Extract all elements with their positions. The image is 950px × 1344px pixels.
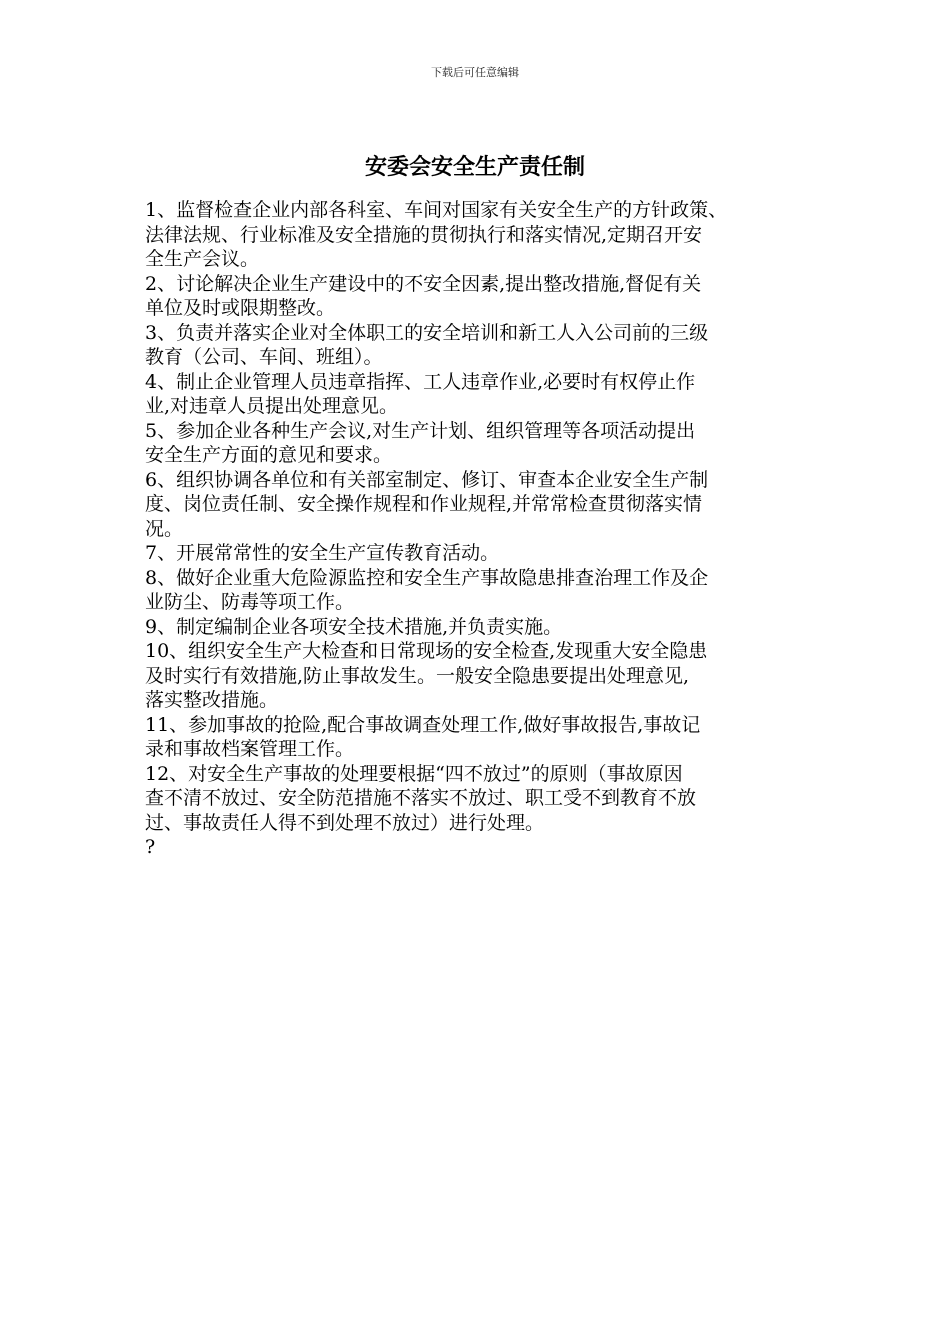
list-item: ? xyxy=(145,836,156,858)
list-item: 12、对安全生产事故的处理要根据“四不放过”的原则（事故原因 查不清不放过、安全防范措施不落实不放过、职工受不到教育不放 过、事故责任人得不到处理不放过）进行处理。 xyxy=(145,762,697,834)
list-item: 11、参加事故的抢险,配合事故调查处理工作,做好事故报告,事故记 录和事故档案管理工作。 xyxy=(145,713,701,760)
header-note: 下载后可任意编辑 xyxy=(431,66,519,79)
document-body xyxy=(145,198,817,860)
list-item: 10、组织安全生产大检查和日常现场的安全检查,发现重大安全隐患 及时实行有效措施,防止事故发生。一般安全隐患要提出处理意见, 落实整改措施。 xyxy=(145,640,708,711)
list-item: 4、制止企业管理人员违章指挥、工人违章作业,必要时有权停止作 业,对违章人员提出处理意见。 xyxy=(145,370,696,417)
list-item: 6、组织协调各单位和有关部室制定、修订、审查本企业安全生产制 度、岗位责任制、安全操作规程和作业规程,并常常检查贯彻落实情 况。 xyxy=(145,468,709,540)
document-title: 安委会安全生产责任制 xyxy=(364,155,585,180)
list-item: 5、参加企业各种生产会议,对生产计划、组织管理等各项活动提出 安全生产方面的意见和要求。 xyxy=(145,419,696,466)
list-item: 7、开展常常性的安全生产宣传教育活动。 xyxy=(145,542,500,564)
list-item: 2、讨论解决企业生产建设中的不安全因素,提出整改措施,督促有关 单位及时或限期整改。 xyxy=(145,272,702,319)
list-item: 3、负责并落实企业对全体职工的安全培训和新工人入公司前的三级 教育（公司、车间、班组）。 xyxy=(145,321,709,368)
list-item: 1、监督检查企业内部各科室、车间对国家有关安全生产的方针政策、 法律法规、行业标准及安全措施的贯彻执行和落实情况,定期召开安 全生产会议。 xyxy=(145,199,728,270)
list-item: 9、制定编制企业各项安全技术措施,并负责实施。 xyxy=(145,615,563,638)
list-item: 8、做好企业重大危险源监控和安全生产事故隐患排查治理工作及企 业防尘、防毒等项工作。 xyxy=(145,566,709,613)
